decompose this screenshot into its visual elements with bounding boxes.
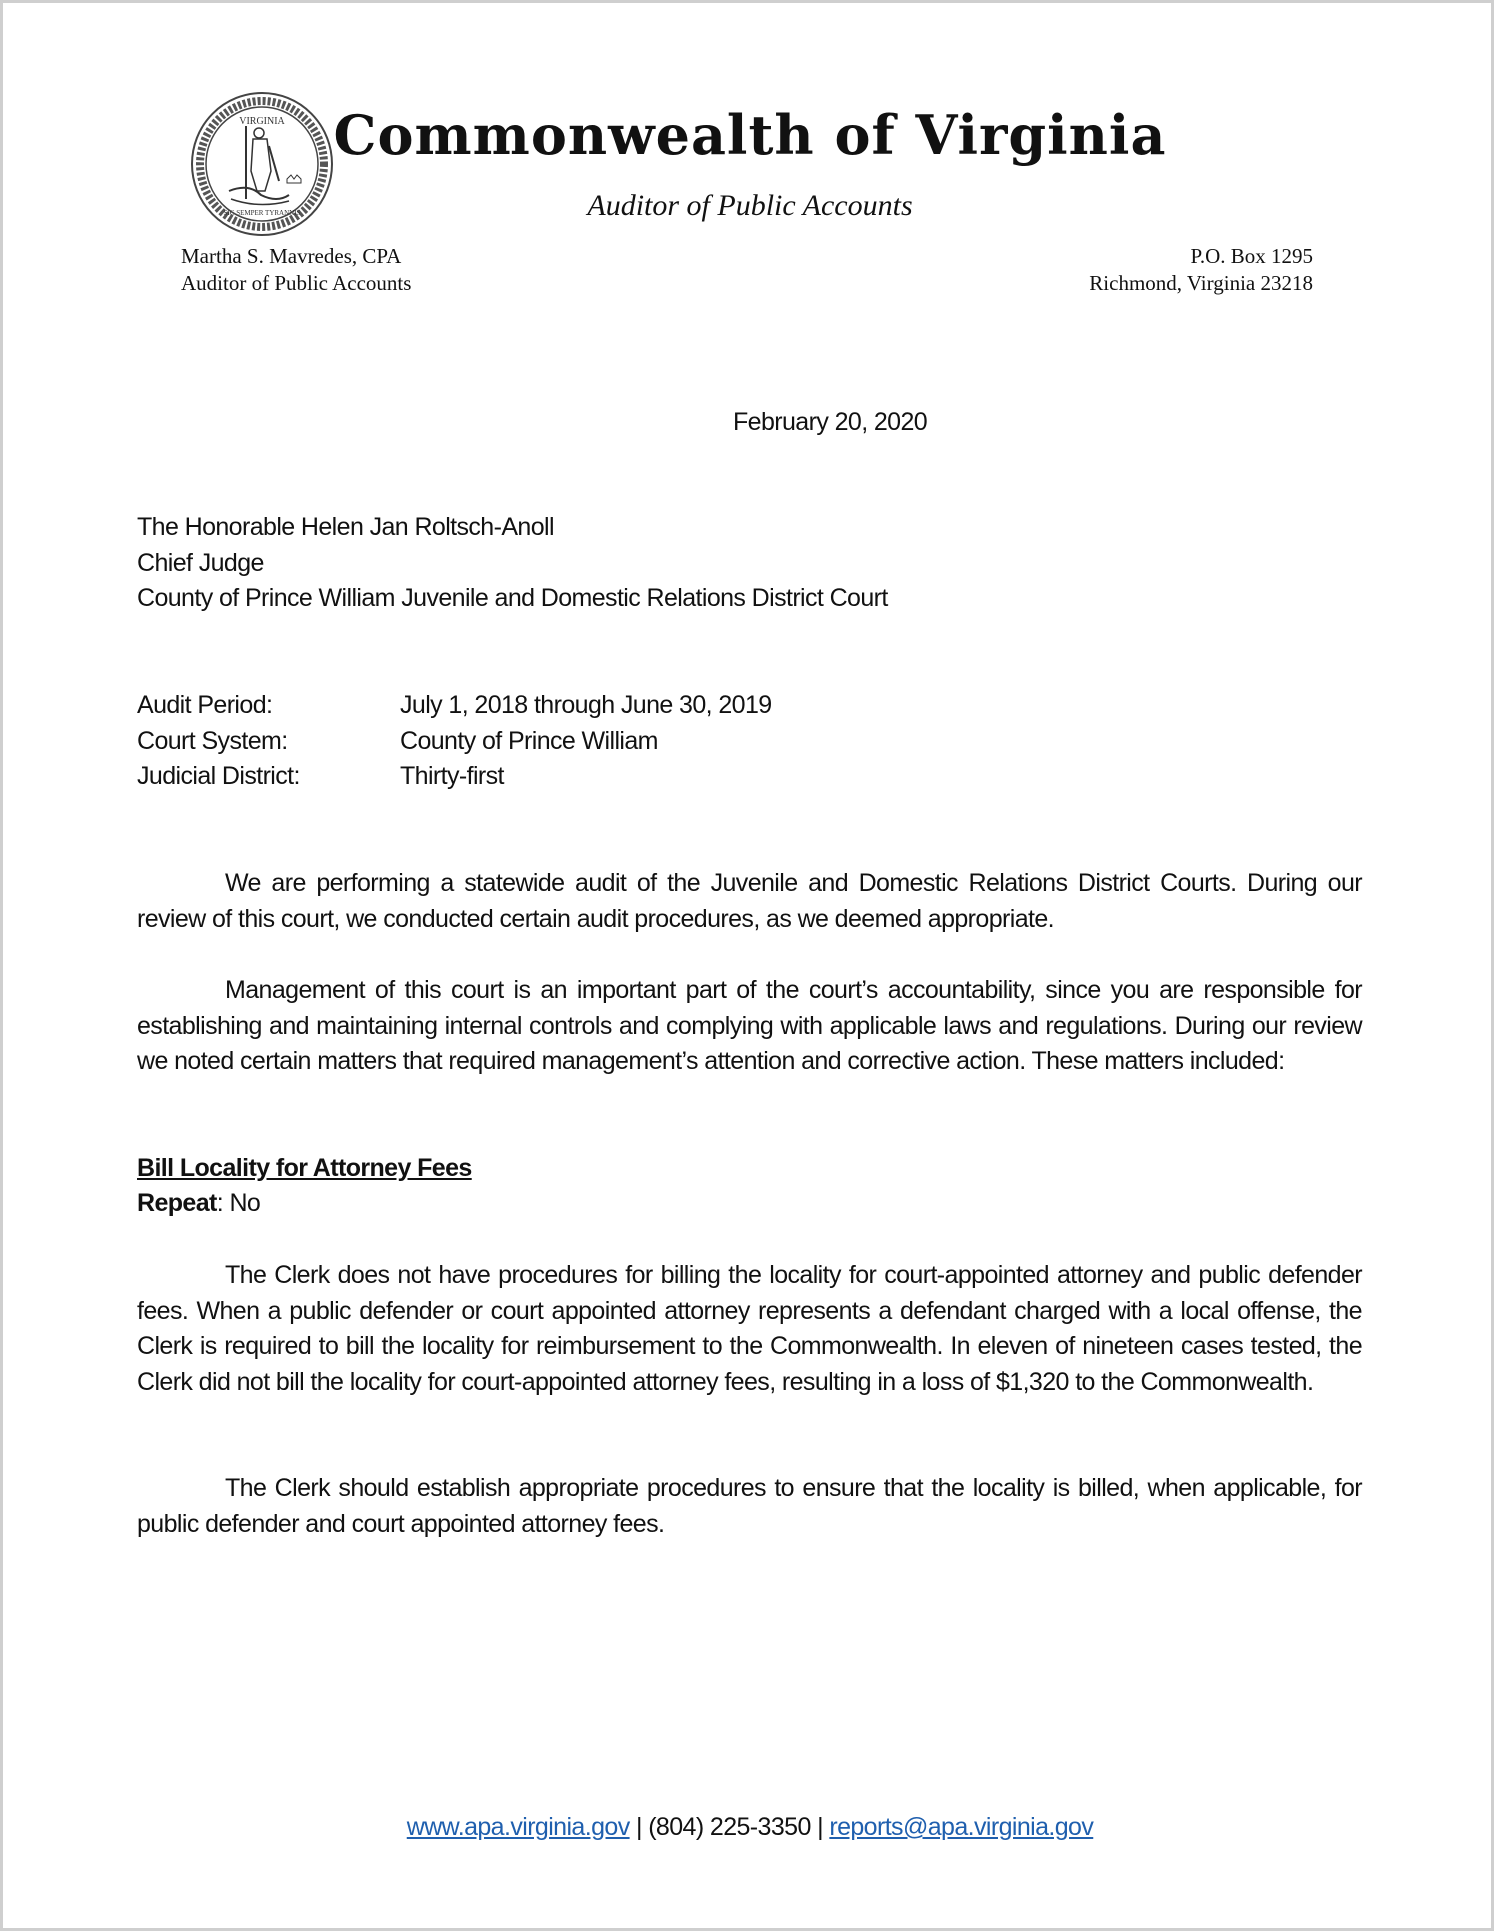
city-state-zip: Richmond, Virginia 23218 [1089, 271, 1313, 295]
recommendation-paragraph [137, 1471, 1362, 1542]
audit-info-value: Thirty-first [400, 762, 504, 791]
finding-condition-text: The Clerk does not have procedures for billing the locality for court-appointed attorney and public defender fees. When a public defender or court appointed attorney represents a defendant charged with a local offense, the Clerk is required to bill the locality for reimbursement to the Commonwealth. In eleven of nineteen cases tested, the Clerk did not bill the locality for court-appointed attorney fees, resulting in a loss of $1,320 to the Commonwealth. [137, 1261, 1362, 1396]
footer-separator: | [810, 1813, 830, 1841]
finding-condition-paragraph [137, 1258, 1362, 1400]
audit-info-label: Court System: [137, 726, 288, 755]
po-box: P.O. Box 1295 [1190, 244, 1313, 268]
audit-info-value: County of Prince William [400, 726, 658, 755]
audit-info-row [137, 688, 772, 724]
management-paragraph-text: Management of this court is an important part of the court’s accountability, since you are responsible for establishing and maintaining internal controls and complying with applicable laws and regulations. During our review we noted certain matters that required management’s attention and corrective action. These matters included: [137, 976, 1362, 1076]
finding-repeat [137, 1186, 260, 1222]
email-link[interactable]: reports@apa.virginia.gov [829, 1813, 1094, 1841]
audit-info-label: Audit Period: [137, 691, 273, 719]
svg-text:VIRGINIA: VIRGINIA [239, 116, 285, 127]
letter-date: February 20, 2020 [733, 408, 928, 436]
recipient-court: County of Prince William Juvenile and Domestic Relations District Court [137, 584, 888, 613]
svg-text:SIC SEMPER TYRANNIS: SIC SEMPER TYRANNIS [223, 209, 301, 217]
finding-heading: Bill Locality for Attorney Fees [137, 1154, 472, 1182]
auditor-name: Martha S. Mavredes, CPA [181, 244, 402, 268]
intro-paragraph-text: We are performing a statewide audit of the Juvenile and Domestic Relations District Courts. During our review of this court, we conducted certain audit procedures, as we deemed appropriate. [137, 869, 1362, 933]
recipient-block [137, 510, 888, 617]
letterhead-title: Commonwealth of Virginia [333, 103, 1167, 167]
website-link[interactable]: www.apa.virginia.gov [406, 1813, 630, 1841]
recipient-title: Chief Judge [137, 548, 264, 577]
recommendation-text: The Clerk should establish appropriate procedures to ensure that the locality is billed, when applicable, for public defender and court appointed attorney fees. [137, 1474, 1362, 1538]
recipient-name: The Honorable Helen Jan Roltsch-Anoll [137, 513, 554, 541]
audit-info-row [137, 724, 772, 760]
audit-info-label: Judicial District: [137, 762, 300, 791]
auditor-title: Auditor of Public Accounts [181, 271, 412, 295]
repeat-separator: : [216, 1189, 224, 1217]
intro-paragraph [137, 866, 1362, 937]
management-paragraph [137, 973, 1362, 1080]
phone-number: (804) 225-3350 [648, 1813, 811, 1841]
repeat-label: Repeat [137, 1189, 217, 1217]
auditor-block [181, 243, 411, 297]
address-block [1089, 243, 1313, 297]
audit-info-row [137, 759, 772, 795]
letterhead-subtitle: Auditor of Public Accounts [587, 189, 913, 222]
audit-info-value: July 1, 2018 through June 30, 2019 [400, 691, 772, 719]
audit-info-block [137, 688, 772, 795]
footer-contact [3, 1810, 1494, 1846]
repeat-value: No [223, 1189, 261, 1217]
footer-separator: | [629, 1813, 649, 1841]
